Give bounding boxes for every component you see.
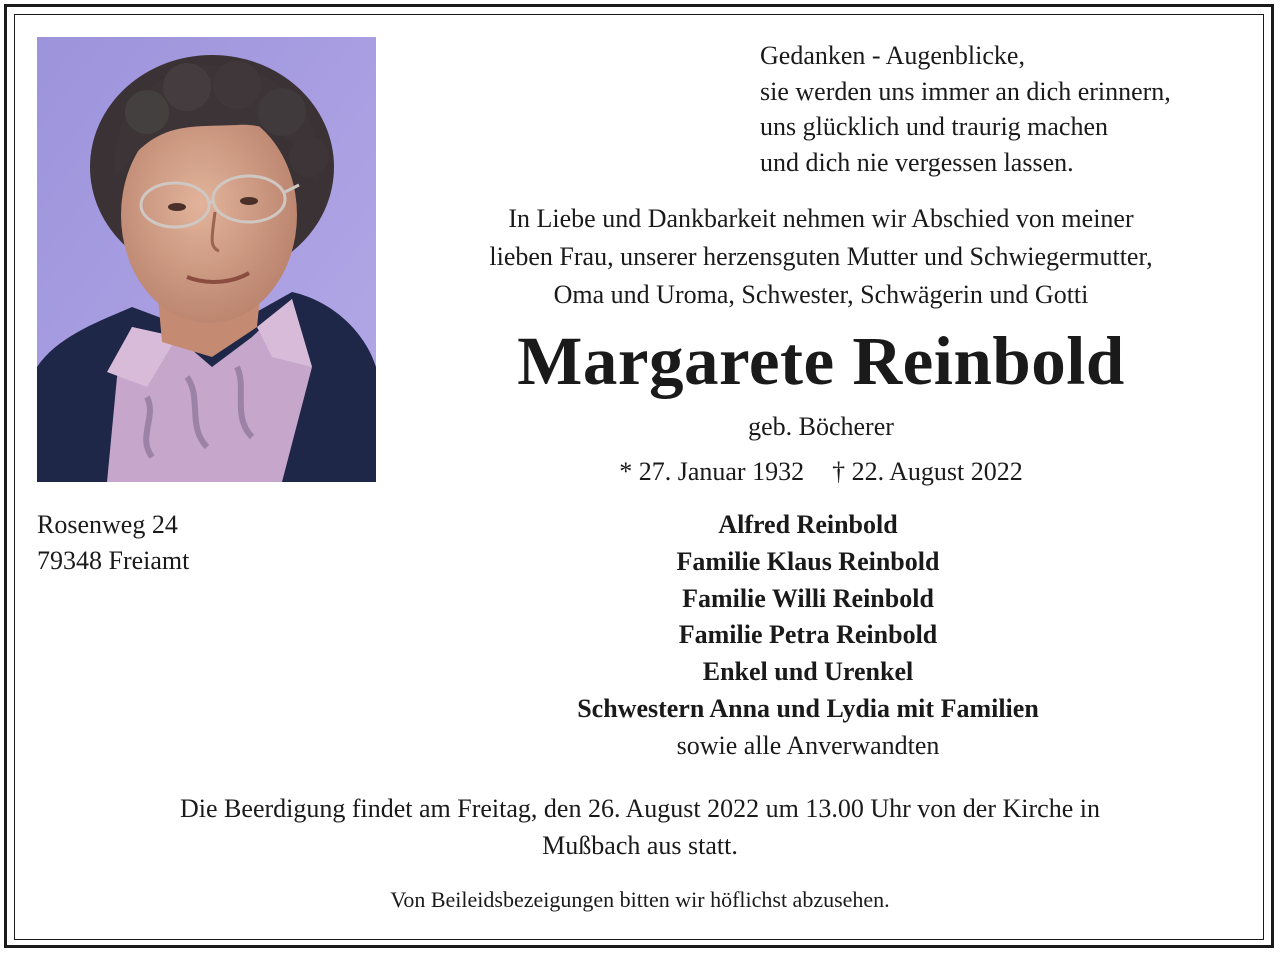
funeral-line: Die Beerdigung findet am Freitag, den 26. August 2022 um 13.00 Uhr von der Kirche in: [180, 794, 1100, 823]
mourner-item: Familie Willi Reinbold: [682, 583, 934, 613]
funeral-notice: [40, 790, 1240, 864]
intro-line: In Liebe und Dankbarkeit nehmen wir Abschied von meiner: [508, 204, 1134, 233]
life-dates: [400, 454, 1242, 490]
address-block: [37, 507, 189, 579]
funeral-line: Mußbach aus statt.: [542, 831, 738, 860]
portrait-photo: [37, 37, 376, 482]
intro-line: lieben Frau, unserer herzensguten Mutter und Schwiegermutter,: [489, 242, 1153, 271]
farewell-intro: [400, 200, 1242, 314]
poem-line: Gedanken - Augenblicke,: [760, 41, 1025, 70]
mourner-item: sowie alle Anverwandten: [676, 730, 940, 760]
address-street: Rosenweg 24: [37, 510, 178, 539]
mourner-item: Familie Klaus Reinbold: [676, 546, 940, 576]
poem-line: sie werden uns immer an dich erinnern,: [760, 76, 1171, 106]
mourner-item: Alfred Reinbold: [718, 510, 898, 539]
deceased-name: Margarete Reinbold: [517, 323, 1125, 399]
mourner-item: Schwestern Anna und Lydia mit Familien: [577, 693, 1039, 723]
address-city: 79348 Freiamt: [37, 546, 190, 575]
memorial-poem: [760, 38, 1171, 180]
maiden-name: geb. Böcherer: [748, 412, 894, 441]
poem-line: und dich nie vergessen lassen.: [760, 147, 1074, 177]
birth-date: * 27. Januar 1932: [619, 457, 805, 486]
mourner-item: Familie Petra Reinbold: [678, 620, 938, 650]
condolence-note: Von Beileidsbezeigungen bitten wir höflichst abzusehen.: [390, 887, 890, 912]
intro-line: Oma und Uroma, Schwester, Schwägerin und Gotti: [553, 280, 1089, 309]
mourners-list: [400, 507, 1216, 765]
death-date: † 22. August 2022: [832, 457, 1023, 486]
mourner-item: Enkel und Urenkel: [702, 657, 914, 687]
poem-line: uns glücklich und traurig machen: [760, 112, 1109, 141]
